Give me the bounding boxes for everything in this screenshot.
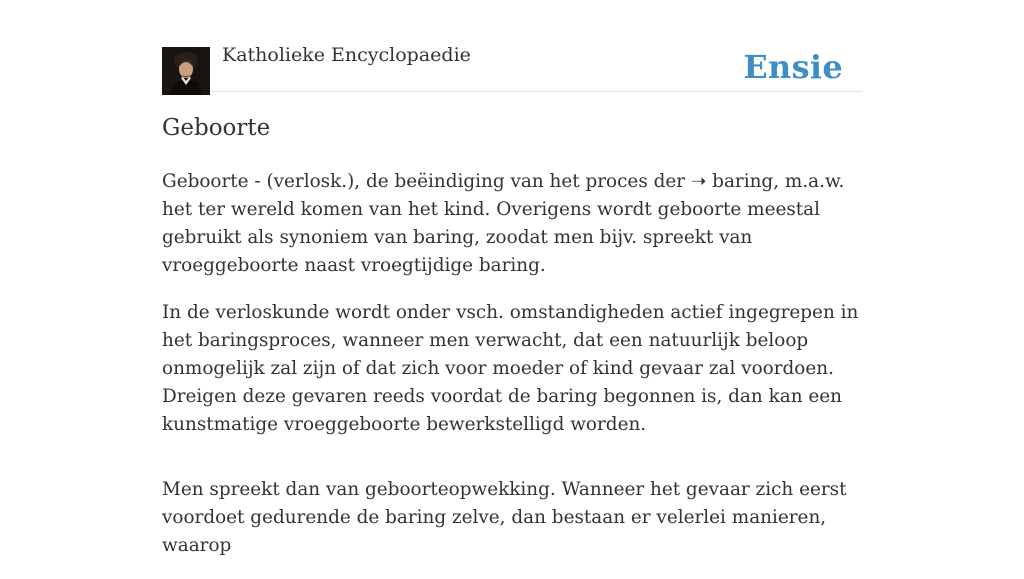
paragraph-1-text-end: baring, m.a.w. het ter wereld komen van het kind. Overigens wordt geboorte meestal gebruikt als synoniem van baring, zoodat men bijv. spreekt van vroeggeboorte naast vroegtijdige baring. bbox=[162, 171, 845, 276]
article-paragraph-3: Men spreekt dan van geboorteopwekking. Wanneer het gevaar zich eerst voordoet gedurende de baring zelve, dan bestaan er velerlei manieren, waarop bbox=[162, 479, 847, 556]
site-name[interactable]: Katholieke Encyclopaedie bbox=[222, 44, 471, 66]
page-container bbox=[162, 0, 862, 556]
brand-logo[interactable]: Ensie bbox=[743, 48, 843, 86]
portrait-avatar-icon[interactable] bbox=[162, 47, 210, 95]
article-paragraph-1 bbox=[162, 168, 862, 280]
page-title: Geboorte bbox=[162, 115, 271, 141]
article-body bbox=[162, 168, 862, 579]
site-header bbox=[162, 0, 862, 92]
article-paragraph-2: In de verloskunde wordt onder vsch. omstandigheden actief ingegrepen in het baringsproces, wanneer men verwacht, dat een natuurlijk beloop onmogelijk zal zijn of dat zich voor moeder of kind gevaar zal voordoen. Dreigen deze gevaren reeds voordat de baring begonnen is, dan kan een kunstmatige vroeggeboorte bewerkstelligd worden. bbox=[162, 302, 859, 435]
arrow-link-icon[interactable]: ➝ bbox=[690, 171, 707, 192]
paragraph-1-text-start: Geboorte - (verlosk.), de beëindiging van het proces der bbox=[162, 171, 691, 192]
